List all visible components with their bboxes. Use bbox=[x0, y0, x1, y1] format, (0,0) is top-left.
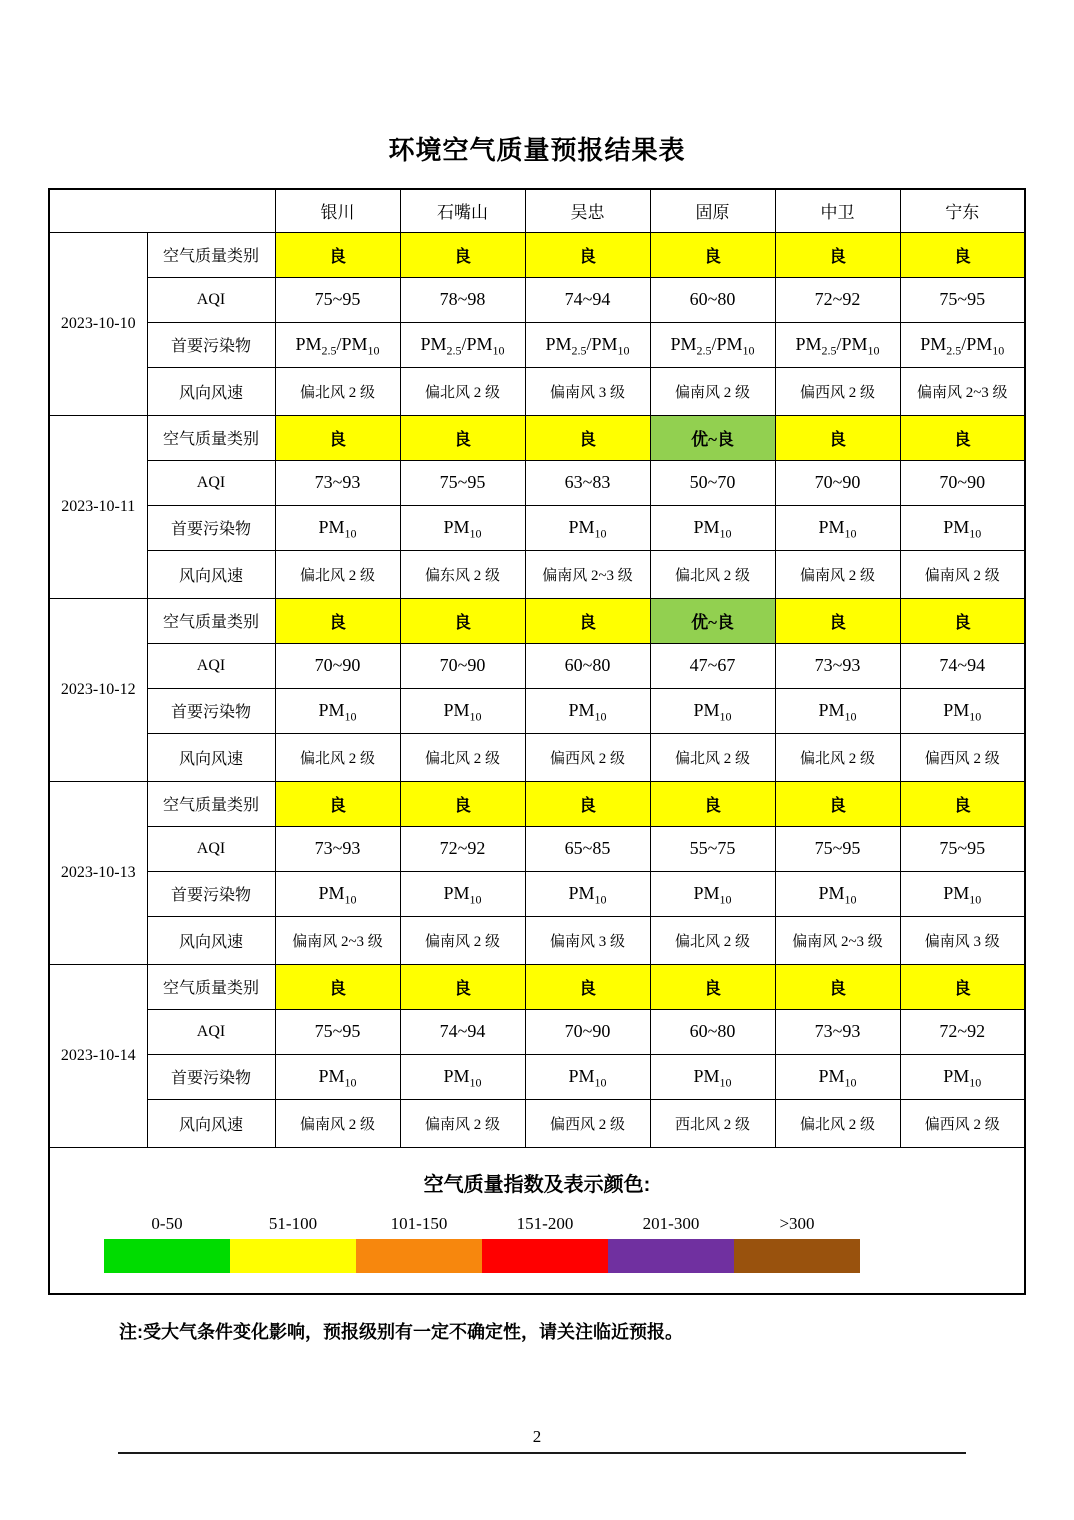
aqi-row bbox=[49, 826, 1025, 871]
category-cell: 良 bbox=[400, 598, 525, 643]
category-cell: 优~良 bbox=[650, 598, 775, 643]
row-label: 风向风速 bbox=[147, 916, 275, 964]
city-header-wuzhong: 吴忠 bbox=[525, 189, 650, 232]
legend-color-swatch bbox=[356, 1239, 482, 1273]
city-header-row bbox=[49, 189, 1025, 232]
category-cell: 良 bbox=[275, 964, 400, 1009]
wind-row bbox=[49, 916, 1025, 964]
forecast-table bbox=[48, 188, 1026, 1295]
pollutant-cell: $PM_{10}$ bbox=[275, 871, 400, 916]
category-row bbox=[49, 964, 1025, 1009]
wind-cell: 偏东风 2 级 bbox=[400, 550, 525, 598]
row-label: 首要污染物 bbox=[147, 871, 275, 916]
wind-cell: 偏西风 2 级 bbox=[525, 1099, 650, 1147]
pollutant-cell: $PM_{10}$ bbox=[650, 871, 775, 916]
category-cell: 良 bbox=[275, 232, 400, 277]
pollutant-cell: $PM_{2.5}/PM_{10}$ bbox=[400, 322, 525, 367]
category-cell: 良 bbox=[900, 781, 1025, 826]
aqi-cell: 75~95 bbox=[900, 277, 1025, 322]
aqi-row bbox=[49, 1009, 1025, 1054]
aqi-cell: 60~80 bbox=[525, 643, 650, 688]
aqi-cell: 55~75 bbox=[650, 826, 775, 871]
legend-item bbox=[356, 1209, 482, 1273]
date-cell: 2023-10-10 bbox=[49, 232, 147, 415]
category-cell: 良 bbox=[775, 781, 900, 826]
category-row bbox=[49, 781, 1025, 826]
wind-cell: 偏南风 2 级 bbox=[650, 367, 775, 415]
aqi-cell: 74~94 bbox=[400, 1009, 525, 1054]
category-cell: 良 bbox=[650, 781, 775, 826]
row-label: 空气质量类别 bbox=[147, 415, 275, 460]
pollutant-cell: $PM_{10}$ bbox=[775, 871, 900, 916]
aqi-cell: 65~85 bbox=[525, 826, 650, 871]
row-label: 风向风速 bbox=[147, 733, 275, 781]
aqi-cell: 75~95 bbox=[275, 277, 400, 322]
city-header-shizuishan: 石嘴山 bbox=[400, 189, 525, 232]
legend-color-swatch bbox=[104, 1239, 230, 1273]
legend-item bbox=[104, 1209, 230, 1273]
category-cell: 良 bbox=[775, 415, 900, 460]
category-cell: 良 bbox=[650, 232, 775, 277]
row-label: AQI bbox=[147, 277, 275, 322]
wind-cell: 偏西风 2 级 bbox=[900, 733, 1025, 781]
pollutant-cell: $PM_{10}$ bbox=[275, 1054, 400, 1099]
aqi-cell: 60~80 bbox=[650, 277, 775, 322]
aqi-cell: 47~67 bbox=[650, 643, 775, 688]
date-cell: 2023-10-14 bbox=[49, 964, 147, 1147]
wind-cell: 偏南风 2 级 bbox=[275, 1099, 400, 1147]
aqi-row bbox=[49, 460, 1025, 505]
aqi-row bbox=[49, 643, 1025, 688]
city-header-yinchuan: 银川 bbox=[275, 189, 400, 232]
category-cell: 良 bbox=[525, 598, 650, 643]
legend-item bbox=[734, 1209, 860, 1273]
wind-cell: 偏北风 2 级 bbox=[650, 733, 775, 781]
pollutant-cell: $PM_{10}$ bbox=[275, 688, 400, 733]
forecast-table-body bbox=[49, 232, 1025, 1147]
wind-cell: 偏北风 2 级 bbox=[775, 1099, 900, 1147]
aqi-cell: 63~83 bbox=[525, 460, 650, 505]
wind-row bbox=[49, 733, 1025, 781]
wind-cell: 偏南风 2~3 级 bbox=[900, 367, 1025, 415]
legend-color-swatch bbox=[230, 1239, 356, 1273]
pollutant-row bbox=[49, 505, 1025, 550]
category-row bbox=[49, 598, 1025, 643]
pollutant-cell: $PM_{10}$ bbox=[900, 688, 1025, 733]
category-cell: 良 bbox=[650, 964, 775, 1009]
wind-cell: 偏西风 2 级 bbox=[900, 1099, 1025, 1147]
legend-item bbox=[608, 1209, 734, 1273]
row-label: 空气质量类别 bbox=[147, 232, 275, 277]
wind-cell: 偏西风 2 级 bbox=[525, 733, 650, 781]
wind-cell: 偏南风 2~3 级 bbox=[275, 916, 400, 964]
page-number: 2 bbox=[532, 1427, 542, 1446]
aqi-cell: 73~93 bbox=[275, 460, 400, 505]
category-cell: 良 bbox=[400, 964, 525, 1009]
legend-range-label: >300 bbox=[779, 1213, 815, 1233]
pollutant-cell: $PM_{2.5}/PM_{10}$ bbox=[650, 322, 775, 367]
aqi-cell: 72~92 bbox=[775, 277, 900, 322]
wind-cell: 偏南风 2 级 bbox=[775, 550, 900, 598]
aqi-cell: 73~93 bbox=[775, 643, 900, 688]
category-cell: 良 bbox=[400, 415, 525, 460]
aqi-cell: 75~95 bbox=[900, 826, 1025, 871]
pollutant-cell: $PM_{10}$ bbox=[900, 871, 1025, 916]
category-cell: 良 bbox=[275, 415, 400, 460]
legend-range-label: 0-50 bbox=[151, 1213, 183, 1233]
pollutant-cell: $PM_{10}$ bbox=[400, 871, 525, 916]
wind-row bbox=[49, 367, 1025, 415]
legend-color-swatch bbox=[482, 1239, 608, 1273]
category-cell: 良 bbox=[775, 964, 900, 1009]
legend-section bbox=[49, 1147, 1025, 1294]
category-cell: 良 bbox=[275, 598, 400, 643]
pollutant-cell: $PM_{10}$ bbox=[900, 505, 1025, 550]
row-label: 首要污染物 bbox=[147, 1054, 275, 1099]
pollutant-cell: $PM_{2.5}/PM_{10}$ bbox=[525, 322, 650, 367]
aqi-cell: 72~92 bbox=[900, 1009, 1025, 1054]
category-cell: 良 bbox=[775, 232, 900, 277]
wind-cell: 偏北风 2 级 bbox=[400, 367, 525, 415]
legend-range-label: 201-300 bbox=[642, 1213, 700, 1233]
aqi-cell: 70~90 bbox=[900, 460, 1025, 505]
category-cell: 良 bbox=[525, 232, 650, 277]
pollutant-cell: $PM_{10}$ bbox=[525, 688, 650, 733]
row-label: 风向风速 bbox=[147, 550, 275, 598]
row-label: 空气质量类别 bbox=[147, 781, 275, 826]
row-label: 风向风速 bbox=[147, 1099, 275, 1147]
category-cell: 良 bbox=[900, 964, 1025, 1009]
row-label: AQI bbox=[147, 460, 275, 505]
wind-cell: 偏南风 2 级 bbox=[400, 1099, 525, 1147]
city-header-ningdong: 宁东 bbox=[900, 189, 1025, 232]
legend-range-label: 101-150 bbox=[390, 1213, 448, 1233]
pollutant-cell: $PM_{2.5}/PM_{10}$ bbox=[900, 322, 1025, 367]
city-header-guyuan: 固原 bbox=[650, 189, 775, 232]
aqi-cell: 60~80 bbox=[650, 1009, 775, 1054]
aqi-cell: 50~70 bbox=[650, 460, 775, 505]
category-cell: 良 bbox=[900, 415, 1025, 460]
row-label: 空气质量类别 bbox=[147, 598, 275, 643]
wind-cell: 偏北风 2 级 bbox=[650, 916, 775, 964]
pollutant-cell: $PM_{10}$ bbox=[525, 1054, 650, 1099]
aqi-cell: 73~93 bbox=[775, 1009, 900, 1054]
wind-cell: 偏南风 3 级 bbox=[525, 367, 650, 415]
pollutant-cell: $PM_{2.5}/PM_{10}$ bbox=[775, 322, 900, 367]
legend-item bbox=[230, 1209, 356, 1273]
pollutant-cell: $PM_{10}$ bbox=[775, 1054, 900, 1099]
pollutant-cell: $PM_{10}$ bbox=[275, 505, 400, 550]
wind-cell: 偏南风 2 级 bbox=[900, 550, 1025, 598]
pollutant-cell: $PM_{10}$ bbox=[400, 1054, 525, 1099]
aqi-cell: 75~95 bbox=[275, 1009, 400, 1054]
category-cell: 良 bbox=[400, 781, 525, 826]
pollutant-row bbox=[49, 688, 1025, 733]
aqi-cell: 75~95 bbox=[775, 826, 900, 871]
wind-cell: 偏南风 2 级 bbox=[400, 916, 525, 964]
pollutant-cell: $PM_{10}$ bbox=[525, 505, 650, 550]
aqi-cell: 74~94 bbox=[525, 277, 650, 322]
date-cell: 2023-10-13 bbox=[49, 781, 147, 964]
wind-cell: 偏南风 3 级 bbox=[525, 916, 650, 964]
pollutant-cell: $PM_{10}$ bbox=[400, 505, 525, 550]
row-label: 首要污染物 bbox=[147, 688, 275, 733]
pollutant-row bbox=[49, 1054, 1025, 1099]
row-label: 首要污染物 bbox=[147, 322, 275, 367]
legend-color-swatch bbox=[734, 1239, 860, 1273]
date-cell: 2023-10-11 bbox=[49, 415, 147, 598]
pollutant-cell: $PM_{10}$ bbox=[775, 505, 900, 550]
aqi-cell: 73~93 bbox=[275, 826, 400, 871]
legend-item bbox=[482, 1209, 608, 1273]
row-label: AQI bbox=[147, 1009, 275, 1054]
wind-cell: 偏北风 2 级 bbox=[775, 733, 900, 781]
category-cell: 优~良 bbox=[650, 415, 775, 460]
aqi-cell: 70~90 bbox=[775, 460, 900, 505]
wind-cell: 偏北风 2 级 bbox=[650, 550, 775, 598]
category-cell: 良 bbox=[275, 781, 400, 826]
wind-row bbox=[49, 1099, 1025, 1147]
wind-cell: 偏北风 2 级 bbox=[400, 733, 525, 781]
aqi-cell: 74~94 bbox=[900, 643, 1025, 688]
wind-cell: 西北风 2 级 bbox=[650, 1099, 775, 1147]
category-cell: 良 bbox=[775, 598, 900, 643]
pollutant-cell: $PM_{10}$ bbox=[650, 1054, 775, 1099]
row-label: 首要污染物 bbox=[147, 505, 275, 550]
wind-cell: 偏北风 2 级 bbox=[275, 367, 400, 415]
aqi-cell: 70~90 bbox=[400, 643, 525, 688]
category-cell: 良 bbox=[900, 232, 1025, 277]
row-label: 风向风速 bbox=[147, 367, 275, 415]
row-label: 空气质量类别 bbox=[147, 964, 275, 1009]
legend-range-label: 51-100 bbox=[268, 1213, 318, 1233]
wind-cell: 偏南风 2~3 级 bbox=[525, 550, 650, 598]
wind-cell: 偏北风 2 级 bbox=[275, 733, 400, 781]
pollutant-cell: $PM_{2.5}/PM_{10}$ bbox=[275, 322, 400, 367]
pollutant-row bbox=[49, 322, 1025, 367]
category-cell: 良 bbox=[525, 964, 650, 1009]
pollutant-cell: $PM_{10}$ bbox=[400, 688, 525, 733]
aqi-color-legend bbox=[104, 1209, 1024, 1273]
wind-cell: 偏南风 3 级 bbox=[900, 916, 1025, 964]
corner-cell bbox=[49, 189, 275, 232]
pollutant-cell: $PM_{10}$ bbox=[525, 871, 650, 916]
row-label: AQI bbox=[147, 826, 275, 871]
aqi-cell: 75~95 bbox=[400, 460, 525, 505]
wind-cell: 偏西风 2 级 bbox=[775, 367, 900, 415]
forecast-note: 注:受大气条件变化影响，预报级别有一定不确定性，请关注临近预报。 bbox=[119, 1322, 683, 1342]
category-cell: 良 bbox=[525, 781, 650, 826]
footer-rule bbox=[118, 1452, 966, 1454]
legend-color-swatch bbox=[608, 1239, 734, 1273]
category-row bbox=[49, 415, 1025, 460]
aqi-row bbox=[49, 277, 1025, 322]
aqi-cell: 72~92 bbox=[400, 826, 525, 871]
category-cell: 良 bbox=[525, 415, 650, 460]
pollutant-cell: $PM_{10}$ bbox=[650, 688, 775, 733]
category-row bbox=[49, 232, 1025, 277]
aqi-cell: 70~90 bbox=[275, 643, 400, 688]
pollutant-cell: $PM_{10}$ bbox=[900, 1054, 1025, 1099]
aqi-cell: 78~98 bbox=[400, 277, 525, 322]
legend-row bbox=[49, 1147, 1025, 1294]
pollutant-row bbox=[49, 871, 1025, 916]
wind-cell: 偏南风 2~3 级 bbox=[775, 916, 900, 964]
pollutant-cell: $PM_{10}$ bbox=[650, 505, 775, 550]
date-cell: 2023-10-12 bbox=[49, 598, 147, 781]
legend-title: 空气质量指数及表示颜色: bbox=[423, 1173, 651, 1196]
city-header-zhongwei: 中卫 bbox=[775, 189, 900, 232]
pollutant-cell: $PM_{10}$ bbox=[775, 688, 900, 733]
wind-cell: 偏北风 2 级 bbox=[275, 550, 400, 598]
row-label: AQI bbox=[147, 643, 275, 688]
wind-row bbox=[49, 550, 1025, 598]
category-cell: 良 bbox=[900, 598, 1025, 643]
page-title: 环境空气质量预报结果表 bbox=[388, 136, 686, 165]
legend-range-label: 151-200 bbox=[516, 1213, 574, 1233]
aqi-cell: 70~90 bbox=[525, 1009, 650, 1054]
category-cell: 良 bbox=[400, 232, 525, 277]
